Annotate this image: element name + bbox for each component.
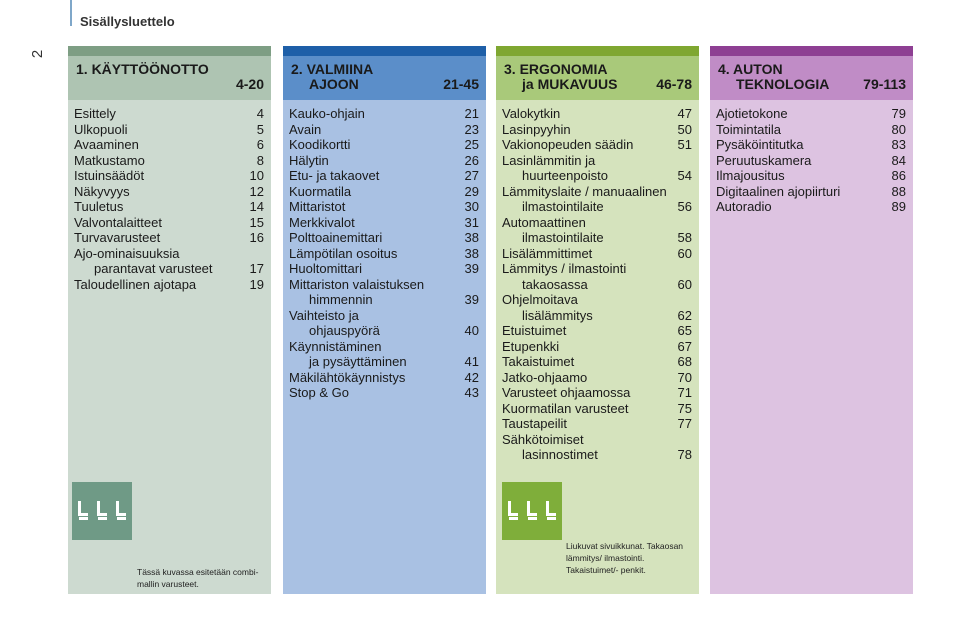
toc-entry-label: Näkyvyys <box>74 183 130 199</box>
toc-entry[interactable] <box>74 230 264 246</box>
toc-entry[interactable] <box>716 153 906 169</box>
seat-icon <box>113 499 129 523</box>
toc-entry-label: Hälytin <box>289 152 329 168</box>
column-strip <box>710 46 913 56</box>
toc-entry-label: Lämmitys / ilmastointi <box>502 261 627 276</box>
toc-entry-label: Sähkötoimiset <box>502 431 584 447</box>
toc-entry-label: Automaattinen <box>502 214 586 230</box>
toc-entry-page: 75 <box>677 400 692 416</box>
toc-entry[interactable] <box>289 370 479 386</box>
toc-entry[interactable] <box>289 308 479 339</box>
toc-entry-label-cont: himmennin <box>309 292 373 307</box>
toc-entry-page: 47 <box>677 106 692 121</box>
toc-entry[interactable] <box>716 137 906 153</box>
toc-entry[interactable] <box>289 246 479 262</box>
toc-entry-label-cont: huurteenpoisto <box>522 168 609 183</box>
toc-entry-page: 21 <box>464 106 479 121</box>
seat-icon <box>543 499 559 523</box>
heading-line2: AJOON <box>309 76 359 92</box>
toc-entry-page: 51 <box>677 137 692 152</box>
toc-entry-page: 41 <box>464 354 479 369</box>
heading-range: 79-113 <box>863 76 906 92</box>
toc-entry-label-cont: lisälämmitys <box>522 307 593 323</box>
toc-entry-label: Peruutuskamera <box>716 152 812 168</box>
toc-entry-label: Avaaminen <box>74 137 139 152</box>
toc-entry-label-cont: ja pysäyttäminen <box>309 354 407 369</box>
toc-entry-label: Lämpötilan osoitus <box>289 245 398 261</box>
toc-entry-page: 56 <box>677 199 692 214</box>
toc-entry-page: 4 <box>256 106 264 121</box>
toc-entry-label: Vakionopeuden säädin <box>502 137 634 152</box>
toc-entry-label: Stop & Go <box>289 385 349 400</box>
toc-entry[interactable] <box>502 153 692 184</box>
seat-icon <box>524 499 540 523</box>
toc-entry[interactable] <box>502 292 692 323</box>
toc-entry-page: 6 <box>256 137 264 152</box>
toc-entry-label: Merkkivalot <box>289 214 355 230</box>
page-number: 2 <box>29 49 46 59</box>
toc-entry[interactable] <box>289 339 479 370</box>
toc-entry-page: 79 <box>891 106 906 121</box>
toc-entry-label: Mittariston valaistuksen <box>289 276 425 292</box>
toc-entry[interactable] <box>502 122 692 138</box>
toc-entry-page: 65 <box>677 323 692 338</box>
toc-entry-page: 26 <box>464 152 479 168</box>
toc-entry-page: 62 <box>677 307 692 323</box>
toc-entry-page: 60 <box>677 276 692 292</box>
toc-entry-label: Ilmajousitus <box>716 168 785 183</box>
toc-entry[interactable] <box>502 137 692 153</box>
toc-entry[interactable] <box>502 401 692 417</box>
heading-range: 4-20 <box>235 76 264 92</box>
column-strip <box>283 46 486 56</box>
toc-entry-page: 5 <box>256 121 264 137</box>
toc-entry-label: Lisälämmittimet <box>502 245 593 261</box>
toc-entry-page: 68 <box>677 354 692 369</box>
toc-entry-page: 25 <box>464 137 479 152</box>
column-heading <box>68 56 271 100</box>
toc-entry-page: 60 <box>677 245 692 261</box>
toc-entry-page: 40 <box>464 323 479 338</box>
toc-entry-page: 23 <box>464 121 479 137</box>
toc-entry-page: 50 <box>677 121 692 137</box>
toc-entry-page: 88 <box>891 183 906 199</box>
toc-entry-label: Esittely <box>74 106 116 121</box>
toc-entry[interactable] <box>502 339 692 355</box>
toc-entry-label: Ulkopuoli <box>74 121 128 137</box>
toc-entry-label-cont: parantavat varusteet <box>94 261 213 276</box>
toc-entry-label: Avain <box>289 121 322 137</box>
toc-entry-label: Etuistuimet <box>502 323 567 338</box>
toc-entry[interactable] <box>716 184 906 200</box>
toc-entry[interactable] <box>289 277 479 308</box>
heading-range: 46-78 <box>656 76 692 92</box>
toc-entry[interactable] <box>502 416 692 432</box>
toc-entry-label: Autoradio <box>716 199 772 214</box>
note-column-1: Tässä kuvassa esitetään combi-mallin varusteet. <box>137 567 259 589</box>
heading-line1: 3. ERGONOMIA <box>504 61 608 77</box>
toc-entry[interactable] <box>289 106 479 122</box>
toc-entry-label: Tuuletus <box>74 199 124 214</box>
seat-row-icon <box>502 482 562 540</box>
toc-entry[interactable] <box>289 215 479 231</box>
toc-entry[interactable] <box>502 261 692 292</box>
toc-entry[interactable] <box>289 230 479 246</box>
toc-entry-label: Digitaalinen ajopiirturi <box>716 183 841 199</box>
toc-entry-label: Varusteet ohjaamossa <box>502 385 631 400</box>
toc-entry-page: 89 <box>891 199 906 214</box>
column-items <box>710 100 913 594</box>
section-title: Sisällysluettelo <box>80 14 175 29</box>
heading-line1: 1. KÄYTTÖÖNOTTO <box>76 61 209 77</box>
seat-icon <box>75 499 91 523</box>
toc-entry[interactable] <box>502 215 692 246</box>
toc-entry-label: Kuormatilan varusteet <box>502 400 629 416</box>
toc-entry-label: Valokytkin <box>502 106 561 121</box>
column-heading <box>283 56 486 100</box>
toc-entry-page: 58 <box>677 230 692 245</box>
toc-entry-page: 78 <box>677 447 692 462</box>
toc-entry-page: 39 <box>464 261 479 276</box>
toc-entry-label: Lasinlämmitin ja <box>502 152 596 168</box>
toc-entry-page: 77 <box>677 416 692 431</box>
toc-entry-label: Taloudellinen ajotapa <box>74 276 197 292</box>
column-heading <box>496 56 699 100</box>
toc-entry-label: Etu- ja takaovet <box>289 168 380 183</box>
toc-entry[interactable] <box>716 199 906 215</box>
toc-entry[interactable] <box>289 199 479 215</box>
toc-entry-label: Lämmityslaite / manuaalinen <box>502 183 667 199</box>
toc-entry-label: Jatko-ohjaamo <box>502 369 588 385</box>
toc-entry-page: 83 <box>891 137 906 152</box>
column-4 <box>710 46 913 594</box>
toc-entry-page: 29 <box>464 183 479 199</box>
heading-line1: 4. AUTON <box>718 61 783 77</box>
toc-entry-page: 43 <box>464 385 479 400</box>
toc-entry[interactable] <box>289 153 479 169</box>
toc-entry-page: 14 <box>249 199 264 214</box>
column-items <box>283 100 486 594</box>
toc-entry-label-cont: lasinnostimet <box>522 447 598 462</box>
toc-entry-label: Huoltomittari <box>289 261 362 276</box>
toc-entry[interactable] <box>74 137 264 153</box>
toc-entry[interactable] <box>502 354 692 370</box>
toc-entry-page: 38 <box>464 230 479 245</box>
seat-row-icon <box>72 482 132 540</box>
side-rule <box>70 0 72 26</box>
toc-entry-label: Matkustamo <box>74 152 145 168</box>
toc-entry-page: 15 <box>249 214 264 230</box>
toc-entry-page: 54 <box>677 168 692 183</box>
toc-entry-label: Istuinsäädöt <box>74 168 145 183</box>
toc-entry-page: 10 <box>249 168 264 183</box>
toc-entry-label: Kuormatila <box>289 183 352 199</box>
toc-entry-label: Käynnistäminen <box>289 338 382 354</box>
toc-entry[interactable] <box>716 122 906 138</box>
toc-entry[interactable] <box>289 122 479 138</box>
toc-entry-label: Koodikortti <box>289 137 351 152</box>
toc-entry-label: Etupenkki <box>502 338 560 354</box>
column-strip <box>496 46 699 56</box>
toc-entry-label: Ajotietokone <box>716 106 788 121</box>
toc-entry[interactable] <box>74 246 264 277</box>
toc-entry[interactable] <box>74 106 264 122</box>
heading-line1: 2. VALMIINA <box>291 61 374 77</box>
toc-entry-label: Ohjelmoitava <box>502 292 578 307</box>
toc-entry-page: 19 <box>249 276 264 292</box>
toc-entry-page: 27 <box>464 168 479 183</box>
toc-entry[interactable] <box>289 184 479 200</box>
toc-entry-label: Ajo-ominaisuuksia <box>74 245 180 261</box>
toc-entry-label: Turvavarusteet <box>74 230 161 245</box>
toc-entry-label: Kauko-ohjain <box>289 106 365 121</box>
toc-entry[interactable] <box>502 432 692 463</box>
seat-icon <box>94 499 110 523</box>
toc-entry-page: 80 <box>891 121 906 137</box>
heading-line2: ja MUKAVUUS <box>522 76 618 92</box>
toc-entry-label: Vaihteisto ja <box>289 307 359 323</box>
column-strip <box>68 46 271 56</box>
toc-entry[interactable] <box>716 106 906 122</box>
column-heading <box>710 56 913 100</box>
toc-entry[interactable] <box>502 184 692 215</box>
toc-entry-label: Taustapeilit <box>502 416 568 431</box>
toc-entry[interactable] <box>502 106 692 122</box>
column-2 <box>283 46 486 594</box>
toc-entry[interactable] <box>502 385 692 401</box>
toc-entry-page: 16 <box>249 230 264 245</box>
toc-entry[interactable] <box>289 168 479 184</box>
toc-entry-label: Polttoainemittari <box>289 230 383 245</box>
toc-entry-page: 84 <box>891 152 906 168</box>
toc-entry-label: Takaistuimet <box>502 354 575 369</box>
toc-entry[interactable] <box>289 385 479 401</box>
toc-entry[interactable] <box>716 168 906 184</box>
toc-entry-page: 31 <box>464 214 479 230</box>
toc-entry-label: Mittaristot <box>289 199 346 214</box>
toc-entry-label-cont: ilmastointilaite <box>522 230 604 245</box>
toc-entry-page: 12 <box>249 183 264 199</box>
toc-entry-page: 70 <box>677 369 692 385</box>
toc-entry-label-cont: takaosassa <box>522 276 588 292</box>
toc-entry-page: 42 <box>464 369 479 385</box>
toc-entry-page: 71 <box>677 385 692 400</box>
toc-entry-page: 86 <box>891 168 906 183</box>
toc-entry-label-cont: ilmastointilaite <box>522 199 604 214</box>
toc-entry[interactable] <box>74 184 264 200</box>
toc-entry[interactable] <box>502 323 692 339</box>
toc-entry-label: Valvontalaitteet <box>74 214 162 230</box>
toc-entry[interactable] <box>289 261 479 277</box>
toc-entry-label: Lasinpyyhin <box>502 121 571 137</box>
toc-entry-page: 17 <box>249 261 264 276</box>
toc-entry-page: 8 <box>256 152 264 168</box>
toc-entry-label: Pysäköintitutka <box>716 137 804 152</box>
toc-entry-label: Mäkilähtökäynnistys <box>289 369 406 385</box>
toc-entry[interactable] <box>74 277 264 293</box>
seat-icon <box>505 499 521 523</box>
toc-entry[interactable] <box>74 199 264 215</box>
toc-entry[interactable] <box>74 153 264 169</box>
toc-entry-page: 38 <box>464 245 479 261</box>
toc-entry-label-cont: ohjauspyörä <box>309 323 380 338</box>
toc-entry[interactable] <box>74 122 264 138</box>
toc-entry[interactable] <box>289 137 479 153</box>
toc-entry-label: Toimintatila <box>716 121 782 137</box>
note-column-3: Liukuvat sivuikkunat. Takaosan lämmitys/ ilmastointi. Takaistuimet/- penkit. <box>566 541 684 575</box>
heading-range: 21-45 <box>443 76 479 92</box>
toc-entry[interactable] <box>502 246 692 262</box>
toc-entry-page: 39 <box>464 292 479 307</box>
heading-line2: TEKNOLOGIA <box>736 76 830 92</box>
toc-entry-page: 67 <box>677 338 692 354</box>
toc-entry[interactable] <box>74 215 264 231</box>
toc-entry-page: 30 <box>464 199 479 214</box>
toc-entry[interactable] <box>74 168 264 184</box>
toc-entry[interactable] <box>502 370 692 386</box>
